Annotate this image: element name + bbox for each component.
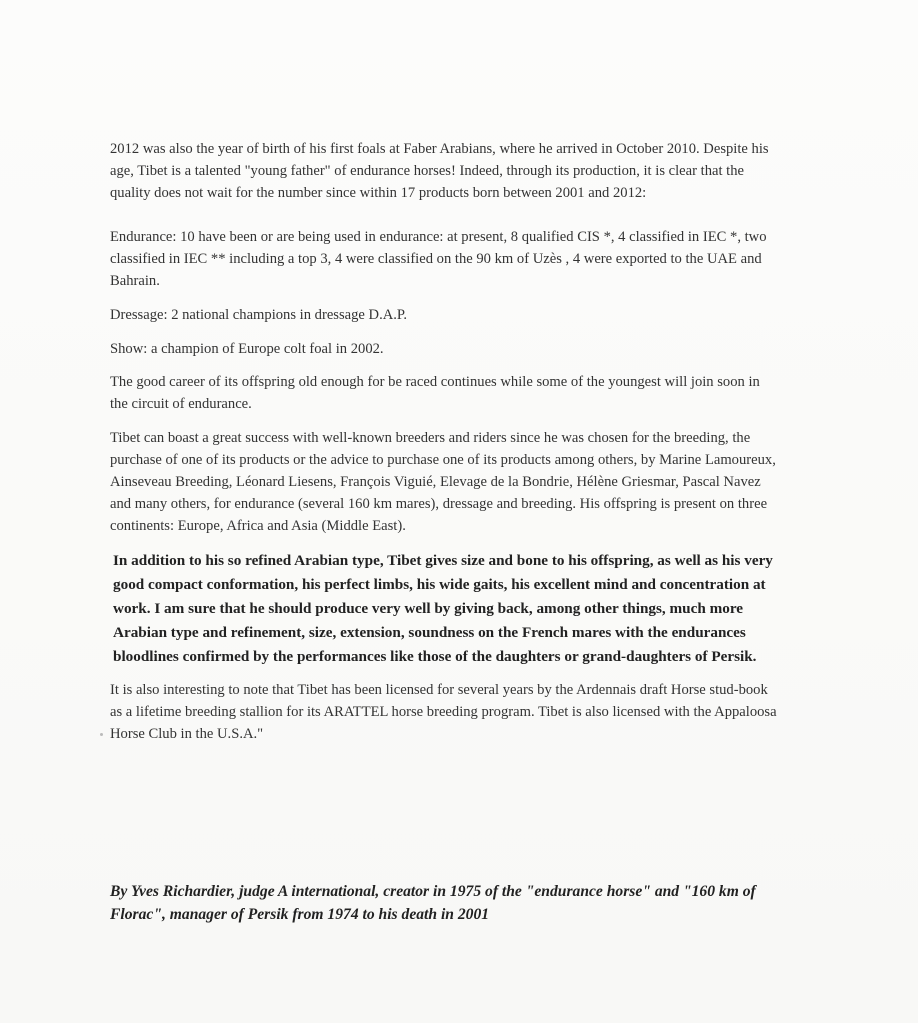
paragraph-licensing: It is also interesting to note that Tibet has been licensed for several years by the Ardennais draft Horse stud-book as a lifetime breeding stallion for its ARATTEL horse breeding program. Tibet is also licensed with the Appaloosa Horse Club in the U.S.A." — [110, 682, 777, 742]
paragraph-career: The good career of its offspring old enough for be raced continues while some of the youngest will join soon in the circuit of endurance. — [110, 374, 760, 412]
paragraph-endurance: Endurance: 10 have been or are being used in endurance: at present, 8 qualified CIS *, 4 classified in IEC *, two classified in IEC ** including a top 3, 4 were classified on the 90 km of Uzès , 4 were exported to the UAE and Bahrain. — [110, 229, 767, 289]
scan-speck — [100, 733, 103, 736]
paragraph-show: Show: a champion of Europe colt foal in 2002. — [110, 341, 384, 357]
document-body — [110, 138, 780, 745]
paragraph-conformation-bold: In addition to his so refined Arabian type, Tibet gives size and bone to his offspring, as well as his very good compact conformation, his perfect limbs, his wide gaits, his excellent mind and concentration at work. I am sure that he should produce very well by giving back, among other things, much more Arabian type and refinement, size, extension, soundness on the French mares with the endurances bloodlines confirmed by the performances like those of the daughters or grand-daughters of Persik. — [113, 552, 773, 665]
paragraph-foals: 2012 was also the year of birth of his first foals at Faber Arabians, where he arrived in October 2010. Despite his age, Tibet is a talented "young father" of endurance horses! Indeed, through its production, it is clear that the quality does not wait for the number since within 17 products born between 2001 and 2012: — [110, 141, 769, 201]
paragraph-breeders: Tibet can boast a great success with well-known breeders and riders since he was chosen for the breeding, the purchase of one of its products or the advice to purchase one of its products among others, by Marine Lamoureux, Ainseveau Breeding, Léonard Liesens, François Viguié, Elevage de la Bondrie, Hélène Griesmar, Pascal Navez and many others, for endurance (several 160 km mares), dressage and breeding. His offspring is present on three continents: Europe, Africa and Asia (Middle East). — [110, 430, 776, 534]
author-signature: By Yves Richardier, judge A international, creator in 1975 of the "endurance horse" and "160 km of Florac", manager of Persik from 1974 to his death in 2001 — [110, 883, 756, 923]
paragraph-dressage: Dressage: 2 national champions in dressage D.A.P. — [110, 307, 408, 323]
